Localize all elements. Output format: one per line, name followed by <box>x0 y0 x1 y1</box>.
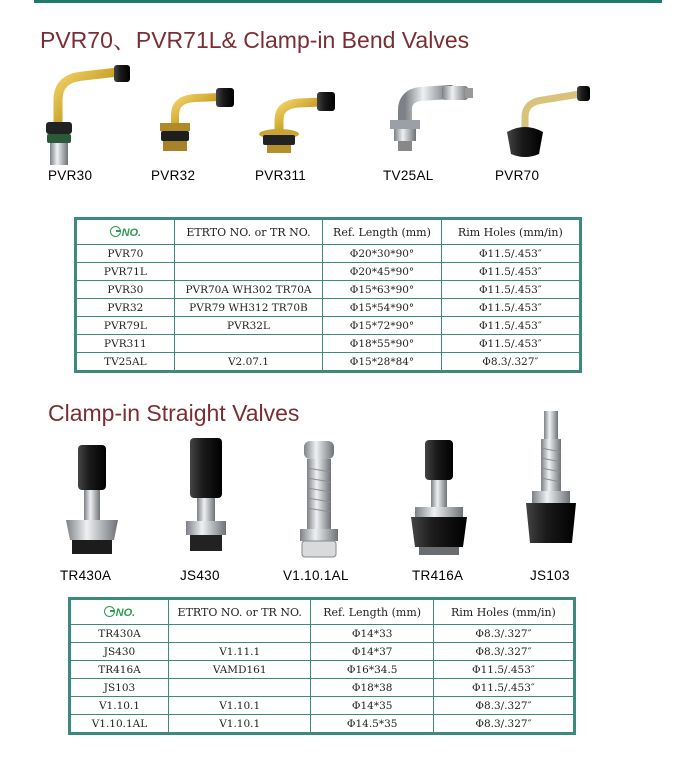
cell-etrto: PVR79 WH312 TR70B <box>174 299 322 317</box>
bend-valves-spec-table <box>74 217 582 373</box>
section-title-bend-valves: PVR70、PVR71L& Clamp-in Bend Valves <box>40 27 470 53</box>
valve-image-pvr30 <box>38 60 138 170</box>
header-rim-holes: Rim Holes (mm/in) <box>441 219 580 245</box>
cell-rim: Φ8.3/.327″ <box>441 353 580 372</box>
cell-length: Φ15*72*90° <box>323 317 442 335</box>
cell-etrto: VAMD161 <box>168 661 311 679</box>
cell-rim: Φ11.5/.453″ <box>441 263 580 281</box>
table-row <box>76 317 581 335</box>
cell-length: Φ15*63*90° <box>323 281 442 299</box>
cell-rim: Φ8.3/.327″ <box>433 697 574 715</box>
cell-etrto <box>174 263 322 281</box>
product-label-js103: JS103 <box>530 568 570 583</box>
valve-image-tr416a <box>405 435 475 560</box>
cell-rim: Φ8.3/.327″ <box>433 625 574 643</box>
header-no: NO. <box>76 219 175 245</box>
cell-etrto: V1.10.1 <box>168 697 311 715</box>
valve-image-js103 <box>522 408 582 553</box>
cell-length: Φ18*55*90° <box>323 335 442 353</box>
cell-no: JS103 <box>70 679 169 697</box>
cell-length: Φ16*34.5 <box>311 661 433 679</box>
cell-etrto: PVR70A WH302 TR70A <box>174 281 322 299</box>
table-row <box>70 625 575 643</box>
cell-no: TV25AL <box>76 353 175 372</box>
header-ref-length: Ref. Length (mm) <box>311 599 433 625</box>
cell-etrto: V1.10.1 <box>168 715 311 734</box>
brand-g-icon <box>104 606 115 617</box>
product-label-v1-10-1al: V1.10.1AL <box>283 568 349 583</box>
cell-no: JS430 <box>70 643 169 661</box>
valve-image-js430 <box>178 433 238 558</box>
table-row <box>76 353 581 372</box>
top-divider-line <box>34 0 662 3</box>
cell-etrto <box>174 335 322 353</box>
cell-no: TR430A <box>70 625 169 643</box>
product-label-js430: JS430 <box>180 568 220 583</box>
cell-etrto: V2.07.1 <box>174 353 322 372</box>
cell-etrto <box>168 679 311 697</box>
straight-valves-spec-table <box>68 597 576 735</box>
section-title-straight-valves: Clamp-in Straight Valves <box>48 400 300 426</box>
cell-no: PVR32 <box>76 299 175 317</box>
table-row <box>76 299 581 317</box>
cell-length: Φ14*37 <box>311 643 433 661</box>
table-row <box>76 263 581 281</box>
product-label-tv25al: TV25AL <box>383 168 434 183</box>
cell-no: PVR79L <box>76 317 175 335</box>
cell-no: TR416A <box>70 661 169 679</box>
cell-etrto: V1.11.1 <box>168 643 311 661</box>
cell-length: Φ18*38 <box>311 679 433 697</box>
cell-etrto <box>174 245 322 263</box>
cell-length: Φ20*30*90° <box>323 245 442 263</box>
product-label-pvr70: PVR70 <box>495 168 540 183</box>
valve-image-tr430a <box>58 440 128 560</box>
table-row <box>76 335 581 353</box>
cell-no: PVR71L <box>76 263 175 281</box>
table-row <box>70 661 575 679</box>
product-label-pvr30: PVR30 <box>48 168 93 183</box>
product-label-pvr311: PVR311 <box>255 168 307 183</box>
cell-no: V1.10.1 <box>70 697 169 715</box>
cell-rim: Φ8.3/.327″ <box>433 643 574 661</box>
cell-length: Φ20*45*90° <box>323 263 442 281</box>
table-row <box>70 679 575 697</box>
cell-length: Φ15*28*84° <box>323 353 442 372</box>
valve-image-pvr311 <box>255 88 345 158</box>
cell-etrto: PVR32L <box>174 317 322 335</box>
cell-rim: Φ11.5/.453″ <box>433 679 574 697</box>
table-header-row <box>70 599 575 625</box>
brand-g-icon <box>110 226 121 237</box>
cell-length: Φ15*54*90° <box>323 299 442 317</box>
header-rim-holes: Rim Holes (mm/in) <box>433 599 574 625</box>
table-row <box>76 245 581 263</box>
table-header-row <box>76 219 581 245</box>
header-ref-length: Ref. Length (mm) <box>323 219 442 245</box>
valve-image-v1-10-1al <box>292 438 347 566</box>
valve-image-pvr32 <box>150 85 245 155</box>
cell-length: Φ14*35 <box>311 697 433 715</box>
cell-rim: Φ11.5/.453″ <box>433 661 574 679</box>
valve-image-tv25al <box>380 78 480 158</box>
cell-rim: Φ8.3/.327″ <box>433 715 574 734</box>
cell-rim: Φ11.5/.453″ <box>441 299 580 317</box>
cell-length: Φ14*33 <box>311 625 433 643</box>
cell-rim: Φ11.5/.453″ <box>441 281 580 299</box>
cell-etrto <box>168 625 311 643</box>
product-label-tr430a: TR430A <box>60 568 112 583</box>
cell-no: PVR30 <box>76 281 175 299</box>
table-row <box>70 643 575 661</box>
table-row <box>70 697 575 715</box>
product-label-pvr32: PVR32 <box>151 168 196 183</box>
table-row <box>70 715 575 734</box>
cell-no: PVR311 <box>76 335 175 353</box>
header-etrto: ETRTO NO. or TR NO. <box>168 599 311 625</box>
valve-image-pvr70 <box>495 82 595 162</box>
cell-rim: Φ11.5/.453″ <box>441 335 580 353</box>
product-label-tr416a: TR416A <box>412 568 464 583</box>
cell-rim: Φ11.5/.453″ <box>441 245 580 263</box>
cell-no: V1.10.1AL <box>70 715 169 734</box>
cell-rim: Φ11.5/.453″ <box>441 317 580 335</box>
header-no: NO. <box>70 599 169 625</box>
cell-length: Φ14.5*35 <box>311 715 433 734</box>
cell-no: PVR70 <box>76 245 175 263</box>
table-row <box>76 281 581 299</box>
header-etrto: ETRTO NO. or TR NO. <box>174 219 322 245</box>
